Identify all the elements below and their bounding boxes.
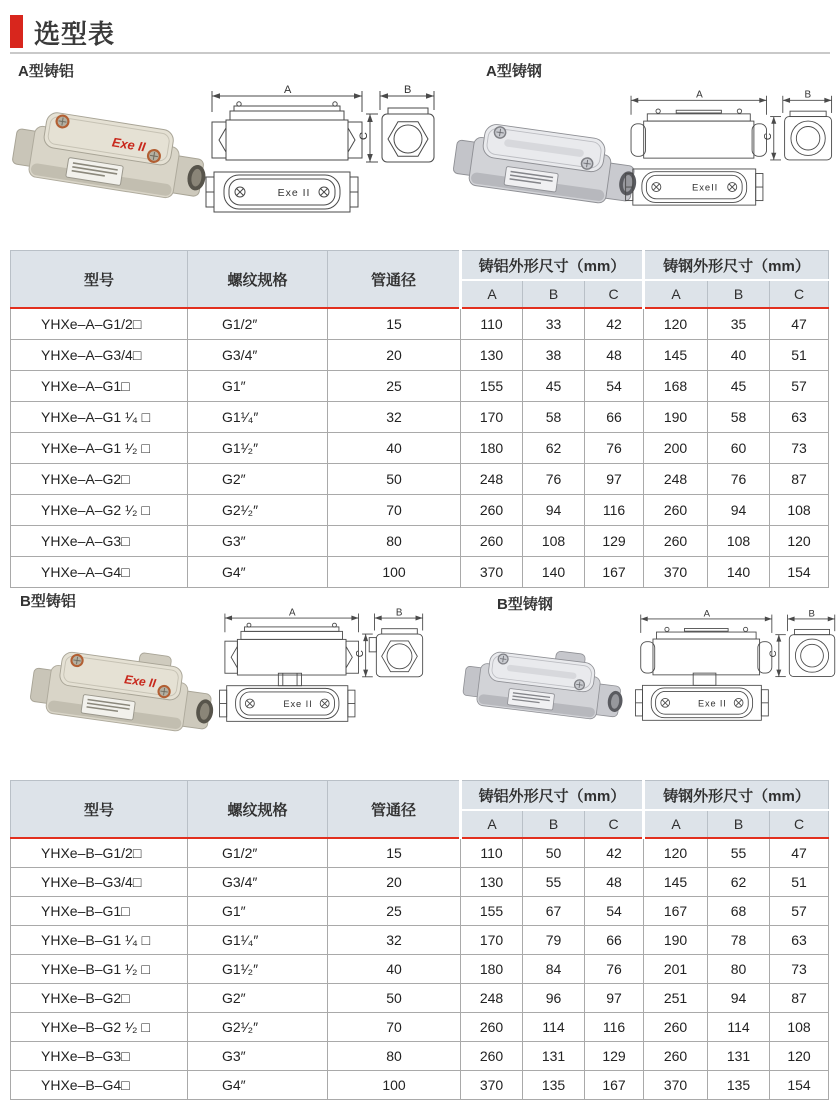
title-divider [10, 52, 830, 54]
steel-dim-cell: 87 [770, 984, 829, 1013]
aluminum-dim-cell: 116 [585, 495, 644, 526]
aluminum-dim-cell: 110 [461, 308, 523, 340]
steel-dim-cell: 94 [708, 984, 770, 1013]
table-row [11, 955, 829, 984]
thread-cell: G4″ [188, 1071, 328, 1100]
aluminum-dim-cell: 58 [523, 402, 585, 433]
steel-dim-cell: 190 [644, 402, 708, 433]
aluminum-dim-cell: 33 [523, 308, 585, 340]
thread-cell: G1¹⁄₂″ [188, 955, 328, 984]
table-row [11, 1042, 829, 1071]
table-row [11, 340, 829, 371]
aluminum-dim-cell: 97 [585, 464, 644, 495]
product-photo-b-aluminum [25, 628, 225, 768]
model-cell: YHXe–A–G1 ¹⁄₄ □ [11, 402, 188, 433]
bore-cell: 70 [328, 495, 461, 526]
model-cell: YHXe–A–G2□ [11, 464, 188, 495]
steel-dim-cell: 200 [644, 433, 708, 464]
photo-brand-text: Exe II [123, 672, 157, 691]
aluminum-dim-cell: 84 [523, 955, 585, 984]
col-header-model: 型号 [11, 781, 188, 839]
thread-cell: G2¹⁄₂″ [188, 495, 328, 526]
dimension-drawing-b-steel [632, 606, 840, 728]
dim-label-b: B [404, 84, 412, 96]
steel-dim-cell: 251 [644, 984, 708, 1013]
col-header-dim-b: B [523, 280, 585, 308]
steel-dim-cell: 120 [644, 308, 708, 340]
thread-cell: G2″ [188, 984, 328, 1013]
aluminum-dim-cell: 108 [523, 526, 585, 557]
aluminum-dim-cell: 116 [585, 1013, 644, 1042]
thread-cell: G3″ [188, 1042, 328, 1071]
steel-dim-cell: 108 [770, 495, 829, 526]
col-header-dim-a: A [644, 280, 708, 308]
steel-dim-cell: 120 [770, 1042, 829, 1071]
thread-cell: G1¹⁄₄″ [188, 926, 328, 955]
aluminum-dim-cell: 45 [523, 371, 585, 402]
table-row [11, 371, 829, 402]
steel-dim-cell: 57 [770, 371, 829, 402]
aluminum-dim-cell: 155 [461, 371, 523, 402]
plate-label: ExeII [692, 182, 719, 194]
model-cell: YHXe–A–G3/4□ [11, 340, 188, 371]
steel-dim-cell: 260 [644, 495, 708, 526]
thread-cell: G1″ [188, 371, 328, 402]
aluminum-dim-cell: 38 [523, 340, 585, 371]
steel-dim-cell: 62 [708, 868, 770, 897]
aluminum-dim-cell: 155 [461, 897, 523, 926]
steel-dim-cell: 47 [770, 838, 829, 868]
aluminum-dim-cell: 170 [461, 926, 523, 955]
steel-dim-cell: 260 [644, 1042, 708, 1071]
screw-icon [494, 126, 507, 139]
dim-label-c: C [763, 132, 775, 141]
aluminum-dim-cell: 370 [461, 557, 523, 588]
thread-cell: G2″ [188, 464, 328, 495]
table-row [11, 868, 829, 897]
aluminum-dim-cell: 130 [461, 340, 523, 371]
dim-label-a: A [284, 84, 292, 96]
model-cell: YHXe–B–G1□ [11, 897, 188, 926]
col-header-bore: 管通径 [328, 251, 461, 309]
model-cell: YHXe–A–G1 ¹⁄₂ □ [11, 433, 188, 464]
bore-cell: 25 [328, 897, 461, 926]
table-row [11, 308, 829, 340]
section-label-a-aluminum: A型铸铝 [18, 63, 74, 80]
aluminum-dim-cell: 62 [523, 433, 585, 464]
col-header-dim-c: C [585, 810, 644, 838]
table-row [11, 838, 829, 868]
dimension-drawing-a-steel [622, 88, 837, 212]
thread-cell: G1¹⁄₂″ [188, 433, 328, 464]
model-cell: YHXe–A–G2 ¹⁄₂ □ [11, 495, 188, 526]
table-row [11, 464, 829, 495]
dim-label-a: A [696, 89, 703, 101]
bore-cell: 25 [328, 371, 461, 402]
table-row [11, 495, 829, 526]
steel-dim-cell: 80 [708, 955, 770, 984]
screw-icon [71, 654, 84, 667]
steel-dim-cell: 167 [644, 897, 708, 926]
table-row [11, 984, 829, 1013]
model-cell: YHXe–A–G1□ [11, 371, 188, 402]
aluminum-dim-cell: 110 [461, 838, 523, 868]
steel-dim-cell: 114 [708, 1013, 770, 1042]
dim-label-a: A [289, 607, 296, 619]
table-row [11, 897, 829, 926]
section-label-b-steel: B型铸钢 [497, 596, 553, 613]
aluminum-dim-cell: 42 [585, 308, 644, 340]
steel-dim-cell: 120 [770, 526, 829, 557]
aluminum-dim-cell: 167 [585, 557, 644, 588]
thread-cell: G1¹⁄₄″ [188, 402, 328, 433]
spec-table-type-a [10, 250, 829, 588]
steel-dim-cell: 55 [708, 838, 770, 868]
thread-cell: G1″ [188, 897, 328, 926]
screw-icon [147, 149, 161, 163]
aluminum-dim-cell: 54 [585, 371, 644, 402]
steel-dim-cell: 135 [708, 1071, 770, 1100]
steel-dim-cell: 63 [770, 402, 829, 433]
col-header-dim-a: A [644, 810, 708, 838]
aluminum-dim-cell: 248 [461, 464, 523, 495]
aluminum-dim-cell: 170 [461, 402, 523, 433]
table-row [11, 926, 829, 955]
aluminum-dim-cell: 76 [585, 433, 644, 464]
model-cell: YHXe–B–G2 ¹⁄₂ □ [11, 1013, 188, 1042]
col-header-dim-b: B [523, 810, 585, 838]
col-header-dim-b: B [708, 280, 770, 308]
steel-dim-cell: 131 [708, 1042, 770, 1071]
steel-dim-cell: 260 [644, 526, 708, 557]
steel-dim-cell: 248 [644, 464, 708, 495]
col-header-thread: 螺纹规格 [188, 251, 328, 309]
aluminum-dim-cell: 48 [585, 340, 644, 371]
steel-dim-cell: 63 [770, 926, 829, 955]
dim-label-b: B [804, 89, 812, 101]
table-row [11, 402, 829, 433]
dim-label-c: C [354, 650, 366, 658]
steel-dim-cell: 140 [708, 557, 770, 588]
aluminum-dim-cell: 370 [461, 1071, 523, 1100]
bore-cell: 32 [328, 926, 461, 955]
aluminum-dim-cell: 54 [585, 897, 644, 926]
dim-label-c: C [358, 132, 370, 140]
steel-dim-cell: 108 [708, 526, 770, 557]
col-header-bore: 管通径 [328, 781, 461, 839]
aluminum-dim-cell: 55 [523, 868, 585, 897]
steel-dim-cell: 201 [644, 955, 708, 984]
spec-table-type-b [10, 780, 829, 1100]
aluminum-dim-cell: 50 [523, 838, 585, 868]
steel-dim-cell: 35 [708, 308, 770, 340]
bore-cell: 32 [328, 402, 461, 433]
aluminum-dim-cell: 48 [585, 868, 644, 897]
steel-dim-cell: 60 [708, 433, 770, 464]
steel-dim-cell: 145 [644, 340, 708, 371]
bore-cell: 15 [328, 308, 461, 340]
aluminum-dim-cell: 129 [585, 526, 644, 557]
col-group-steel-dims: 铸钢外形尺寸（mm） [644, 251, 829, 281]
model-cell: YHXe–A–G3□ [11, 526, 188, 557]
table-row [11, 433, 829, 464]
dim-label-b: B [395, 607, 403, 619]
col-header-model: 型号 [11, 251, 188, 309]
steel-dim-cell: 51 [770, 340, 829, 371]
table-row [11, 1071, 829, 1100]
bore-cell: 80 [328, 526, 461, 557]
dim-label-c: C [768, 650, 780, 658]
model-cell: YHXe–B–G1/2□ [11, 838, 188, 868]
steel-dim-cell: 87 [770, 464, 829, 495]
aluminum-dim-cell: 66 [585, 402, 644, 433]
aluminum-dim-cell: 135 [523, 1071, 585, 1100]
col-header-dim-c: C [585, 280, 644, 308]
dimension-drawing-b-aluminum [216, 606, 428, 728]
aluminum-dim-cell: 66 [585, 926, 644, 955]
thread-cell: G1/2″ [188, 308, 328, 340]
steel-dim-cell: 260 [644, 1013, 708, 1042]
bore-cell: 15 [328, 838, 461, 868]
bore-cell: 40 [328, 433, 461, 464]
plate-label: Exe II [283, 699, 313, 710]
aluminum-dim-cell: 180 [461, 955, 523, 984]
model-cell: YHXe–B–G1 ¹⁄₂ □ [11, 955, 188, 984]
steel-dim-cell: 154 [770, 1071, 829, 1100]
steel-dim-cell: 108 [770, 1013, 829, 1042]
model-cell: YHXe–B–G3□ [11, 1042, 188, 1071]
aluminum-dim-cell: 76 [523, 464, 585, 495]
model-cell: YHXe–A–G4□ [11, 557, 188, 588]
model-cell: YHXe–B–G2□ [11, 984, 188, 1013]
aluminum-dim-cell: 76 [585, 955, 644, 984]
bore-cell: 100 [328, 557, 461, 588]
col-header-thread: 螺纹规格 [188, 781, 328, 839]
steel-dim-cell: 76 [708, 464, 770, 495]
steel-dim-cell: 78 [708, 926, 770, 955]
aluminum-dim-cell: 129 [585, 1042, 644, 1071]
steel-dim-cell: 145 [644, 868, 708, 897]
aluminum-dim-cell: 97 [585, 984, 644, 1013]
col-group-steel-dims: 铸钢外形尺寸（mm） [644, 781, 829, 811]
steel-dim-cell: 45 [708, 371, 770, 402]
steel-dim-cell: 370 [644, 1071, 708, 1100]
product-photo-a-aluminum [10, 88, 215, 236]
photo-brand-text: Exe II [111, 134, 147, 155]
aluminum-dim-cell: 260 [461, 1013, 523, 1042]
bore-cell: 100 [328, 1071, 461, 1100]
aluminum-dim-cell: 248 [461, 984, 523, 1013]
dim-label-b: B [808, 608, 815, 620]
steel-dim-cell: 168 [644, 371, 708, 402]
steel-dim-cell: 58 [708, 402, 770, 433]
steel-dim-cell: 190 [644, 926, 708, 955]
steel-dim-cell: 73 [770, 433, 829, 464]
model-cell: YHXe–A–G1/2□ [11, 308, 188, 340]
dim-label-a: A [703, 608, 711, 620]
aluminum-dim-cell: 67 [523, 897, 585, 926]
bore-cell: 20 [328, 868, 461, 897]
product-photo-a-steel [448, 100, 648, 240]
aluminum-dim-cell: 42 [585, 838, 644, 868]
steel-dim-cell: 40 [708, 340, 770, 371]
model-cell: YHXe–B–G3/4□ [11, 868, 188, 897]
table-row [11, 526, 829, 557]
bore-cell: 70 [328, 1013, 461, 1042]
aluminum-dim-cell: 140 [523, 557, 585, 588]
screw-icon [56, 115, 70, 129]
bore-cell: 20 [328, 340, 461, 371]
col-header-dim-a: A [461, 810, 523, 838]
aluminum-dim-cell: 167 [585, 1071, 644, 1100]
steel-dim-cell: 51 [770, 868, 829, 897]
steel-dim-cell: 370 [644, 557, 708, 588]
section-label-a-steel: A型铸钢 [486, 63, 542, 80]
steel-dim-cell: 154 [770, 557, 829, 588]
steel-dim-cell: 47 [770, 308, 829, 340]
section-label-b-aluminum: B型铸铝 [20, 593, 76, 610]
thread-cell: G3/4″ [188, 868, 328, 897]
col-header-dim-a: A [461, 280, 523, 308]
col-group-aluminum-dims: 铸铝外形尺寸（mm） [461, 781, 644, 811]
col-header-dim-c: C [770, 280, 829, 308]
bore-cell: 50 [328, 984, 461, 1013]
plate-label: Exe II [698, 698, 727, 709]
screw-icon [574, 679, 585, 690]
steel-dim-cell: 73 [770, 955, 829, 984]
col-header-dim-b: B [708, 810, 770, 838]
bore-cell: 50 [328, 464, 461, 495]
bore-cell: 80 [328, 1042, 461, 1071]
steel-dim-cell: 57 [770, 897, 829, 926]
steel-dim-cell: 94 [708, 495, 770, 526]
aluminum-dim-cell: 131 [523, 1042, 585, 1071]
thread-cell: G1/2″ [188, 838, 328, 868]
bore-cell: 40 [328, 955, 461, 984]
aluminum-dim-cell: 114 [523, 1013, 585, 1042]
screw-icon [498, 654, 509, 665]
model-cell: YHXe–B–G4□ [11, 1071, 188, 1100]
aluminum-dim-cell: 94 [523, 495, 585, 526]
page-title: 选型表 [34, 19, 116, 49]
screw-icon [581, 157, 594, 170]
plate-label: Exe II [277, 187, 311, 199]
steel-dim-cell: 68 [708, 897, 770, 926]
table-row [11, 1013, 829, 1042]
aluminum-dim-cell: 260 [461, 1042, 523, 1071]
aluminum-dim-cell: 260 [461, 495, 523, 526]
title-accent-bar [10, 15, 23, 48]
thread-cell: G3/4″ [188, 340, 328, 371]
product-photo-b-steel [448, 630, 643, 752]
col-header-dim-c: C [770, 810, 829, 838]
model-cell: YHXe–B–G1 ¹⁄₄ □ [11, 926, 188, 955]
aluminum-dim-cell: 260 [461, 526, 523, 557]
col-group-aluminum-dims: 铸铝外形尺寸（mm） [461, 251, 644, 281]
thread-cell: G4″ [188, 557, 328, 588]
aluminum-dim-cell: 79 [523, 926, 585, 955]
thread-cell: G3″ [188, 526, 328, 557]
aluminum-dim-cell: 96 [523, 984, 585, 1013]
aluminum-dim-cell: 180 [461, 433, 523, 464]
screw-icon [158, 685, 171, 698]
aluminum-dim-cell: 130 [461, 868, 523, 897]
steel-dim-cell: 120 [644, 838, 708, 868]
dimension-drawing-a-aluminum [202, 84, 440, 218]
thread-cell: G2¹⁄₂″ [188, 1013, 328, 1042]
table-row [11, 557, 829, 588]
